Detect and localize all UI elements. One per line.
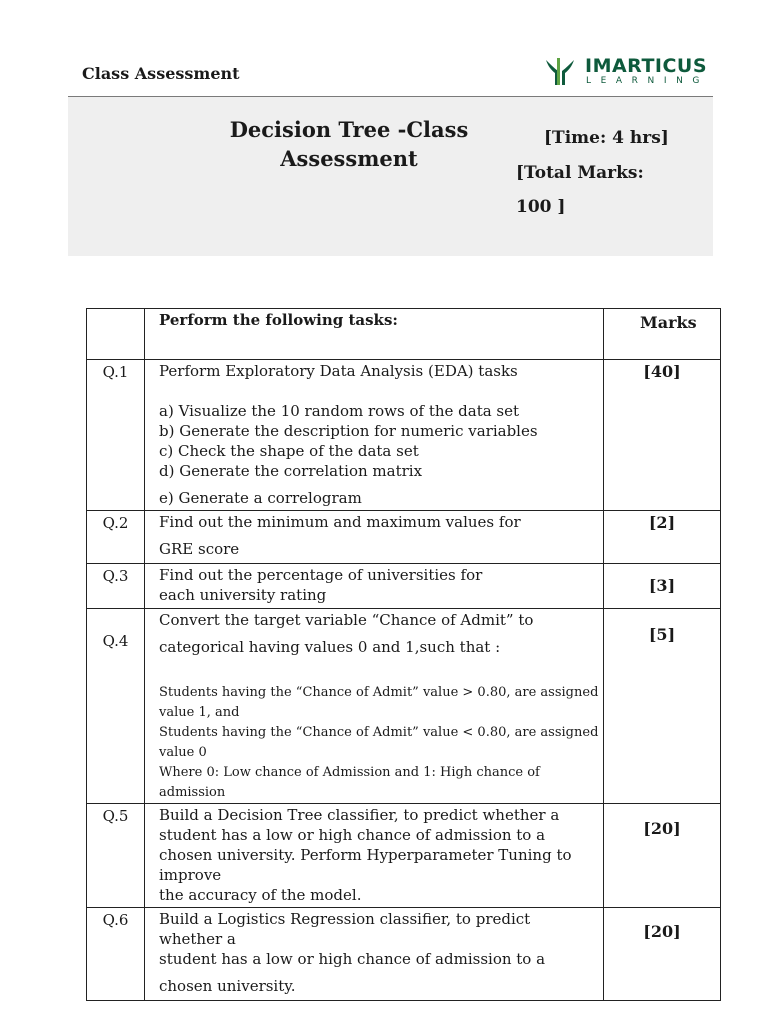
question-marks: [20] (604, 908, 721, 1001)
task-line: e) Generate a correlogram (159, 489, 362, 507)
logo-subtitle: LEARNING (586, 76, 710, 86)
question-marks: [2] (604, 511, 721, 564)
task-line: Perform Exploratory Data Analysis (EDA) tasks (159, 362, 518, 380)
task-line: GRE score (159, 540, 240, 558)
question-number: Q.5 (87, 804, 145, 908)
question-number: Q.3 (87, 564, 145, 609)
table-row (87, 511, 721, 564)
header-task-cell: Perform the following tasks: (145, 309, 604, 360)
task-line: improve (159, 866, 222, 884)
question-number: Q.4 (87, 609, 145, 804)
table-row (87, 609, 721, 804)
question-text (145, 511, 604, 564)
task-line: chosen university. (159, 977, 296, 995)
header-label: Class Assessment (82, 64, 240, 83)
question-text (145, 804, 604, 908)
task-line: student has a low or high chance of admission to a (159, 826, 546, 844)
task-line: Find out the minimum and maximum values for (159, 513, 521, 531)
task-line: a) Visualize the 10 random rows of the data set (159, 402, 520, 420)
task-line: student has a low or high chance of admission to a (159, 950, 546, 968)
question-number: Q.6 (87, 908, 145, 1001)
table-row (87, 360, 721, 511)
task-line: chosen university. Perform Hyperparameter Tuning to (159, 846, 572, 864)
logo (544, 54, 714, 90)
task-line: whether a (159, 930, 236, 948)
task-note: Where 0: Low chance of Admission and 1: High chance of admission (159, 765, 540, 800)
question-marks: [5] (604, 609, 721, 804)
question-number: Q.2 (87, 511, 145, 564)
question-text (145, 609, 604, 804)
question-text (145, 908, 604, 1001)
question-marks: [40] (604, 360, 721, 511)
task-note: Students having the “Chance of Admit” value < 0.80, are assigned value 0 (159, 725, 599, 760)
question-text (145, 360, 604, 511)
table-row (87, 908, 721, 1001)
task-line: d) Generate the correlation matrix (159, 462, 423, 480)
imarticus-logo-icon (544, 56, 576, 86)
total-marks-value: 100 ] (516, 197, 566, 217)
table-row (87, 804, 721, 908)
table-row (87, 564, 721, 609)
question-number: Q.1 (87, 360, 145, 511)
document-title: Decision Tree -Class Assessment (229, 117, 469, 171)
task-line: Find out the percentage of universities for (159, 566, 483, 584)
logo-name: IMARTICUS (585, 55, 708, 77)
header-number-cell (87, 309, 145, 360)
tasks-table (86, 308, 721, 1001)
time-label: [Time: 4 hrs] (544, 128, 669, 148)
task-line: categorical having values 0 and 1,such that : (159, 638, 501, 656)
question-marks: [20] (604, 804, 721, 908)
task-line: the accuracy of the model. (159, 886, 362, 904)
total-marks-label: [Total Marks: (516, 163, 644, 183)
title-block (68, 97, 713, 256)
task-note: Students having the “Chance of Admit” value > 0.80, are assigned value 1, and (159, 685, 599, 720)
question-text (145, 564, 604, 609)
task-line: b) Generate the description for numeric variables (159, 422, 538, 440)
task-line: Build a Logistics Regression classifier, to predict (159, 910, 531, 928)
task-line: c) Check the shape of the data set (159, 442, 419, 460)
header-marks-cell: Marks (604, 309, 721, 360)
task-line: Convert the target variable “Chance of Admit” to (159, 611, 534, 629)
question-marks: [3] (604, 564, 721, 609)
task-line: each university rating (159, 586, 327, 604)
task-line: Build a Decision Tree classifier, to predict whether a (159, 806, 560, 824)
table-header-row (87, 309, 721, 360)
